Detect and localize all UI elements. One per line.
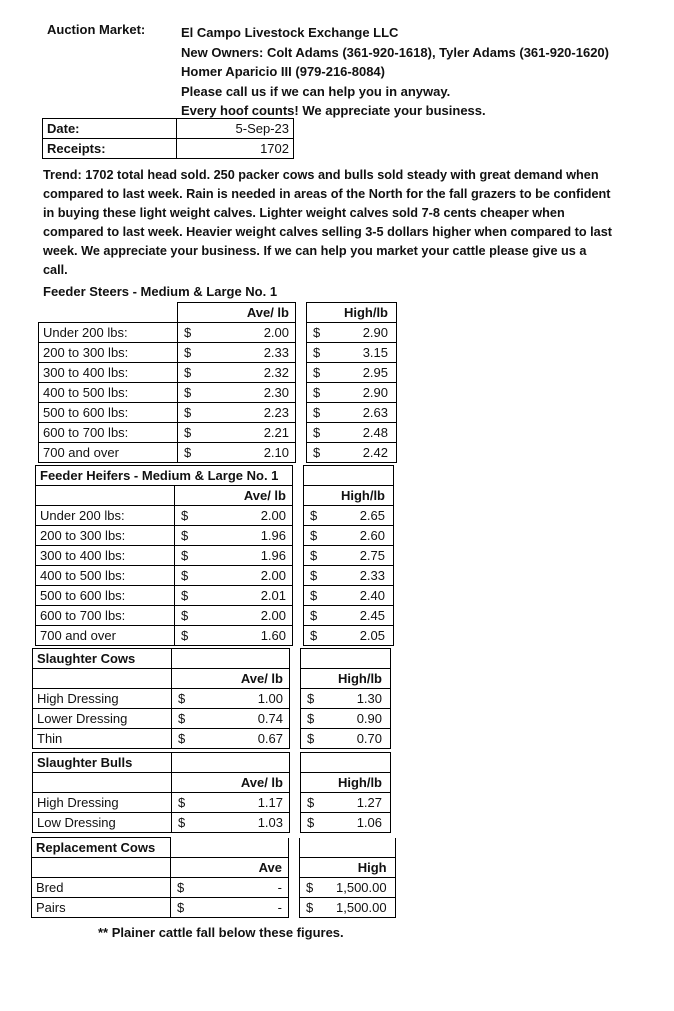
replacement-row <box>32 878 396 898</box>
replacement-table <box>31 837 396 918</box>
heifers-ave-currency: $ <box>175 546 208 566</box>
heifers-row <box>36 506 394 526</box>
cows-row <box>33 729 391 749</box>
contact-line: Homer Aparicio III (979-216-8084) <box>181 64 385 79</box>
heifers-body <box>36 506 394 646</box>
steers-ave-value: 2.32 <box>210 363 296 383</box>
cows-ave-value: 1.00 <box>204 689 290 709</box>
bulls-ave-currency: $ <box>172 813 205 833</box>
heifers-high-value: 2.05 <box>336 626 394 646</box>
steers-ave-value: 2.30 <box>210 383 296 403</box>
replacement-row <box>32 898 396 918</box>
replacement-high-value: 1,500.00 <box>332 898 395 918</box>
cows-body <box>33 689 391 749</box>
heifers-high-value: 2.45 <box>336 606 394 626</box>
heifers-row-label: 700 and over <box>36 626 175 646</box>
heifers-ave-value: 2.00 <box>207 506 293 526</box>
steers-body <box>39 323 397 463</box>
bulls-row <box>33 793 391 813</box>
heifers-title: Feeder Heifers - Medium & Large No. 1 <box>36 466 293 486</box>
steers-row-label: 300 to 400 lbs: <box>39 363 178 383</box>
cows-row-label: Lower Dressing <box>33 709 172 729</box>
heifers-row-label: 500 to 600 lbs: <box>36 586 175 606</box>
steers-ave-currency: $ <box>178 323 211 343</box>
steers-ave-value: 2.23 <box>210 403 296 423</box>
steers-row <box>39 323 397 343</box>
steers-row <box>39 443 397 463</box>
steers-row <box>39 383 397 403</box>
cows-high-currency: $ <box>301 729 334 749</box>
steers-high-currency: $ <box>307 363 340 383</box>
cows-ave-currency: $ <box>172 689 205 709</box>
date-value: 5-Sep-23 <box>177 119 294 139</box>
cows-row-label: Thin <box>33 729 172 749</box>
receipts-label: Receipts: <box>43 139 177 159</box>
bulls-row-label: High Dressing <box>33 793 172 813</box>
cows-ave-currency: $ <box>172 709 205 729</box>
bulls-header-row <box>33 773 391 793</box>
bulls-ave-value: 1.03 <box>204 813 290 833</box>
heifers-row <box>36 526 394 546</box>
replacement-ave-header: Ave <box>203 858 289 878</box>
steers-title: Feeder Steers - Medium & Large No. 1 <box>43 284 278 299</box>
replacement-high-currency: $ <box>300 878 333 898</box>
steers-ave-currency: $ <box>178 403 211 423</box>
cows-table <box>32 648 391 749</box>
bulls-row <box>33 813 391 833</box>
thanks-line: Every hoof counts! We appreciate your business. <box>181 103 486 118</box>
replacement-ave-currency: $ <box>171 898 204 918</box>
date-label: Date: <box>43 119 177 139</box>
steers-ave-header: Ave/ lb <box>210 303 296 323</box>
bulls-high-value: 1.27 <box>333 793 391 813</box>
cows-high-currency: $ <box>301 689 334 709</box>
replacement-header-row <box>32 858 396 878</box>
replacement-row-label: Bred <box>32 878 171 898</box>
date-row <box>43 119 294 139</box>
date-receipts-table <box>42 118 294 159</box>
heifers-ave-value: 1.96 <box>207 526 293 546</box>
owners-line: New Owners: Colt Adams (361-920-1618), Tyler Adams (361-920-1620) <box>181 44 609 60</box>
heifers-row <box>36 606 394 626</box>
heifers-table <box>35 465 394 646</box>
cows-header-row <box>33 669 391 689</box>
steers-high-currency: $ <box>307 383 340 403</box>
heifers-row-label: 400 to 500 lbs: <box>36 566 175 586</box>
steers-high-value: 2.42 <box>339 443 397 463</box>
steers-header-row <box>39 303 397 323</box>
steers-row-label: 400 to 500 lbs: <box>39 383 178 403</box>
cows-ave-currency: $ <box>172 729 205 749</box>
steers-row-label: Under 200 lbs: <box>39 323 178 343</box>
cows-title-row <box>33 649 391 669</box>
heifers-high-currency: $ <box>304 506 337 526</box>
steers-row-label: 200 to 300 lbs: <box>39 343 178 363</box>
heifers-high-value: 2.33 <box>336 566 394 586</box>
bulls-table <box>32 752 391 833</box>
cows-high-value: 0.90 <box>333 709 391 729</box>
cows-ave-value: 0.67 <box>204 729 290 749</box>
heifers-high-value: 2.60 <box>336 526 394 546</box>
heifers-ave-value: 1.96 <box>207 546 293 566</box>
heifers-high-value: 2.65 <box>336 506 394 526</box>
bulls-high-currency: $ <box>301 813 334 833</box>
steers-ave-currency: $ <box>178 343 211 363</box>
bulls-title-row <box>33 753 391 773</box>
steers-ave-currency: $ <box>178 423 211 443</box>
heifers-ave-currency: $ <box>175 506 208 526</box>
heifers-high-currency: $ <box>304 526 337 546</box>
heifers-high-currency: $ <box>304 566 337 586</box>
cows-high-value: 0.70 <box>333 729 391 749</box>
heifers-row-label: 600 to 700 lbs: <box>36 606 175 626</box>
trend-paragraph: Trend: 1702 total head sold. 250 packer cows and bulls sold steady with great demand when compared to last week. Rain is needed in areas of the North for the fall grazers to be confident in buying these light weight calves. Lighter weight calves sold 7-8 cents cheaper when compared to last week. Heavier weight calves selling 3-5 dollars higher when compared to last week. We appreciate your business. If we can help you market your cattle please give us a call. <box>43 168 613 277</box>
bulls-high-value: 1.06 <box>333 813 391 833</box>
heifers-high-value: 2.75 <box>336 546 394 566</box>
cows-row <box>33 709 391 729</box>
replacement-high-value: 1,500.00 <box>332 878 395 898</box>
steers-ave-currency: $ <box>178 363 211 383</box>
steers-high-currency: $ <box>307 403 340 423</box>
steers-high-value: 2.95 <box>339 363 397 383</box>
steers-row <box>39 343 397 363</box>
replacement-body <box>32 878 396 918</box>
heifers-ave-value: 2.00 <box>207 606 293 626</box>
steers-high-value: 2.90 <box>339 383 397 403</box>
replacement-row-label: Pairs <box>32 898 171 918</box>
heifers-ave-currency: $ <box>175 586 208 606</box>
replacement-title: Replacement Cows <box>32 838 171 858</box>
replacement-high-currency: $ <box>300 898 333 918</box>
heifers-ave-value: 1.60 <box>207 626 293 646</box>
heifers-row <box>36 626 394 646</box>
heifers-row-label: 200 to 300 lbs: <box>36 526 175 546</box>
replacement-ave-value: - <box>203 898 289 918</box>
heifers-row <box>36 566 394 586</box>
steers-high-currency: $ <box>307 323 340 343</box>
steers-high-header: High/lb <box>339 303 397 323</box>
steers-high-value: 2.63 <box>339 403 397 423</box>
cows-title: Slaughter Cows <box>33 649 172 669</box>
replacement-ave-value: - <box>203 878 289 898</box>
steers-row-label: 700 and over <box>39 443 178 463</box>
steers-high-value: 3.15 <box>339 343 397 363</box>
bulls-title: Slaughter Bulls <box>33 753 172 773</box>
steers-row-label: 500 to 600 lbs: <box>39 403 178 423</box>
receipts-row <box>43 139 294 159</box>
auction-market-label: Auction Market: <box>47 22 146 37</box>
bulls-high-currency: $ <box>301 793 334 813</box>
heifers-row <box>36 586 394 606</box>
heifers-high-currency: $ <box>304 626 337 646</box>
cows-ave-value: 0.74 <box>204 709 290 729</box>
steers-ave-value: 2.21 <box>210 423 296 443</box>
bulls-body <box>33 793 391 833</box>
heifers-title-row <box>36 466 394 486</box>
heifers-high-header: High/lb <box>336 486 394 506</box>
steers-high-value: 2.48 <box>339 423 397 443</box>
heifers-ave-value: 2.01 <box>207 586 293 606</box>
steers-ave-value: 2.00 <box>210 323 296 343</box>
heifers-high-currency: $ <box>304 586 337 606</box>
cows-high-currency: $ <box>301 709 334 729</box>
market-name: El Campo Livestock Exchange LLC <box>181 25 399 40</box>
market-info-block <box>181 23 609 121</box>
bulls-ave-currency: $ <box>172 793 205 813</box>
bulls-row-label: Low Dressing <box>33 813 172 833</box>
heifers-high-currency: $ <box>304 546 337 566</box>
heifers-ave-currency: $ <box>175 626 208 646</box>
heifers-row <box>36 546 394 566</box>
steers-high-currency: $ <box>307 423 340 443</box>
steers-high-currency: $ <box>307 343 340 363</box>
heifers-row-label: 300 to 400 lbs: <box>36 546 175 566</box>
heifers-ave-currency: $ <box>175 606 208 626</box>
heifers-row-label: Under 200 lbs: <box>36 506 175 526</box>
cows-ave-header: Ave/ lb <box>204 669 290 689</box>
heifers-high-currency: $ <box>304 606 337 626</box>
steers-ave-value: 2.10 <box>210 443 296 463</box>
steers-high-currency: $ <box>307 443 340 463</box>
cows-high-header: High/lb <box>333 669 391 689</box>
steers-ave-value: 2.33 <box>210 343 296 363</box>
footnote: ** Plainer cattle fall below these figures. <box>98 925 344 940</box>
heifers-high-value: 2.40 <box>336 586 394 606</box>
steers-row <box>39 363 397 383</box>
steers-high-value: 2.90 <box>339 323 397 343</box>
bulls-ave-header: Ave/ lb <box>204 773 290 793</box>
replacement-high-header: High <box>332 858 395 878</box>
steers-ave-currency: $ <box>178 383 211 403</box>
bulls-high-header: High/lb <box>333 773 391 793</box>
heifers-ave-currency: $ <box>175 526 208 546</box>
steers-table <box>38 302 397 463</box>
steers-row <box>39 403 397 423</box>
cows-high-value: 1.30 <box>333 689 391 709</box>
call-line: Please call us if we can help you in anyway. <box>181 83 451 99</box>
steers-ave-currency: $ <box>178 443 211 463</box>
cows-row <box>33 689 391 709</box>
replacement-ave-currency: $ <box>171 878 204 898</box>
heifers-ave-header: Ave/ lb <box>207 486 293 506</box>
bulls-ave-value: 1.17 <box>204 793 290 813</box>
heifers-header-row <box>36 486 394 506</box>
cows-row-label: High Dressing <box>33 689 172 709</box>
steers-row-label: 600 to 700 lbs: <box>39 423 178 443</box>
heifers-ave-value: 2.00 <box>207 566 293 586</box>
receipts-value: 1702 <box>177 139 294 159</box>
heifers-ave-currency: $ <box>175 566 208 586</box>
steers-row <box>39 423 397 443</box>
replacement-title-row <box>32 838 396 858</box>
